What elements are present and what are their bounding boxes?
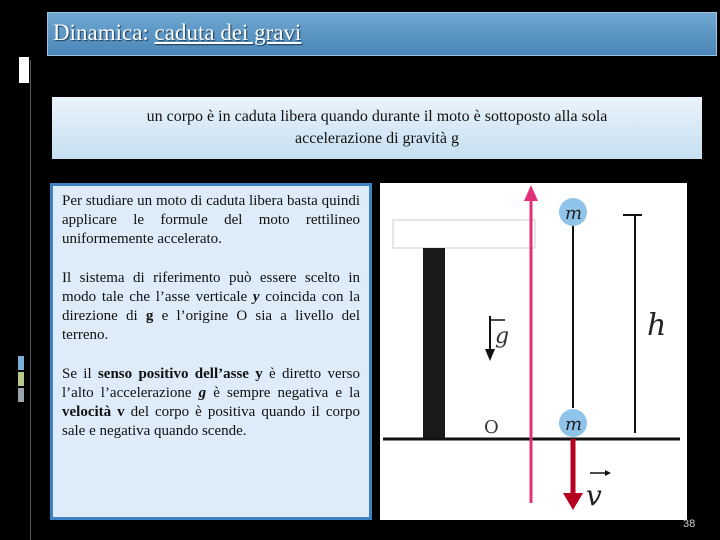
decor-stripe-3 (18, 388, 24, 402)
paragraph-3 (62, 365, 360, 441)
p2-g: g (145, 308, 154, 324)
p2-text-a: Il sistema di riferimento può essere scelto in modo tale che l’asse verticale (62, 270, 360, 305)
p3-text-a: Se il (62, 366, 98, 382)
v-vector-bar-head (605, 470, 611, 476)
definition-banner (52, 97, 702, 159)
velocity-label: v (586, 479, 602, 512)
divider-line (30, 60, 31, 540)
diagram-svg (380, 183, 687, 520)
y-axis-arrowhead (524, 185, 538, 201)
p2-text-b: coincida con la direzione di (62, 289, 360, 324)
velocity-arrowhead (563, 493, 583, 510)
ledge (393, 220, 535, 248)
g-label: g (495, 324, 510, 349)
slide-title (53, 20, 301, 46)
free-fall-diagram (380, 183, 687, 520)
origin-label: O (484, 417, 499, 438)
banner-line-2: accelerazione di gravità g (295, 130, 459, 147)
tower (423, 248, 445, 438)
decor-stripe-1 (18, 356, 24, 370)
paragraph-1: Per studiare un moto di caduta libera basta quindi applicare le formule del moto rettilineo uniformemente accelerato. (62, 193, 360, 247)
decor-stripe-2 (18, 372, 24, 386)
explanation-box (50, 183, 372, 520)
page-number: 38 (683, 518, 696, 530)
p3-g: g (198, 385, 207, 401)
p2-text-c: e l’origine O sia a livello del terreno. (62, 308, 360, 343)
mass-top-label: m (565, 203, 583, 224)
g-arrowhead (485, 349, 495, 361)
p3-text-d: è sempre negativa e la (206, 385, 361, 401)
p3-text-f: del corpo è positiva quando il corpo sale e negativa quando scende. (62, 404, 360, 439)
mass-bottom-label: m (565, 414, 583, 435)
paragraph-2 (62, 269, 360, 345)
decor-square (19, 57, 29, 83)
title-prefix: Dinamica: (53, 20, 155, 45)
p3-text-c: è diretto verso l’alto l’accelerazione (62, 366, 360, 401)
p2-axis-y: y (252, 289, 260, 305)
p3-velocity: velocità v (62, 404, 125, 420)
title-bar (47, 12, 717, 56)
height-label: h (647, 308, 667, 343)
title-topic: caduta dei gravi (154, 20, 302, 45)
banner-line-1: un corpo è in caduta libera quando durante il moto è sottoposto alla sola (146, 108, 608, 125)
p3-positive-axis: senso positivo dell’asse y (97, 366, 263, 382)
